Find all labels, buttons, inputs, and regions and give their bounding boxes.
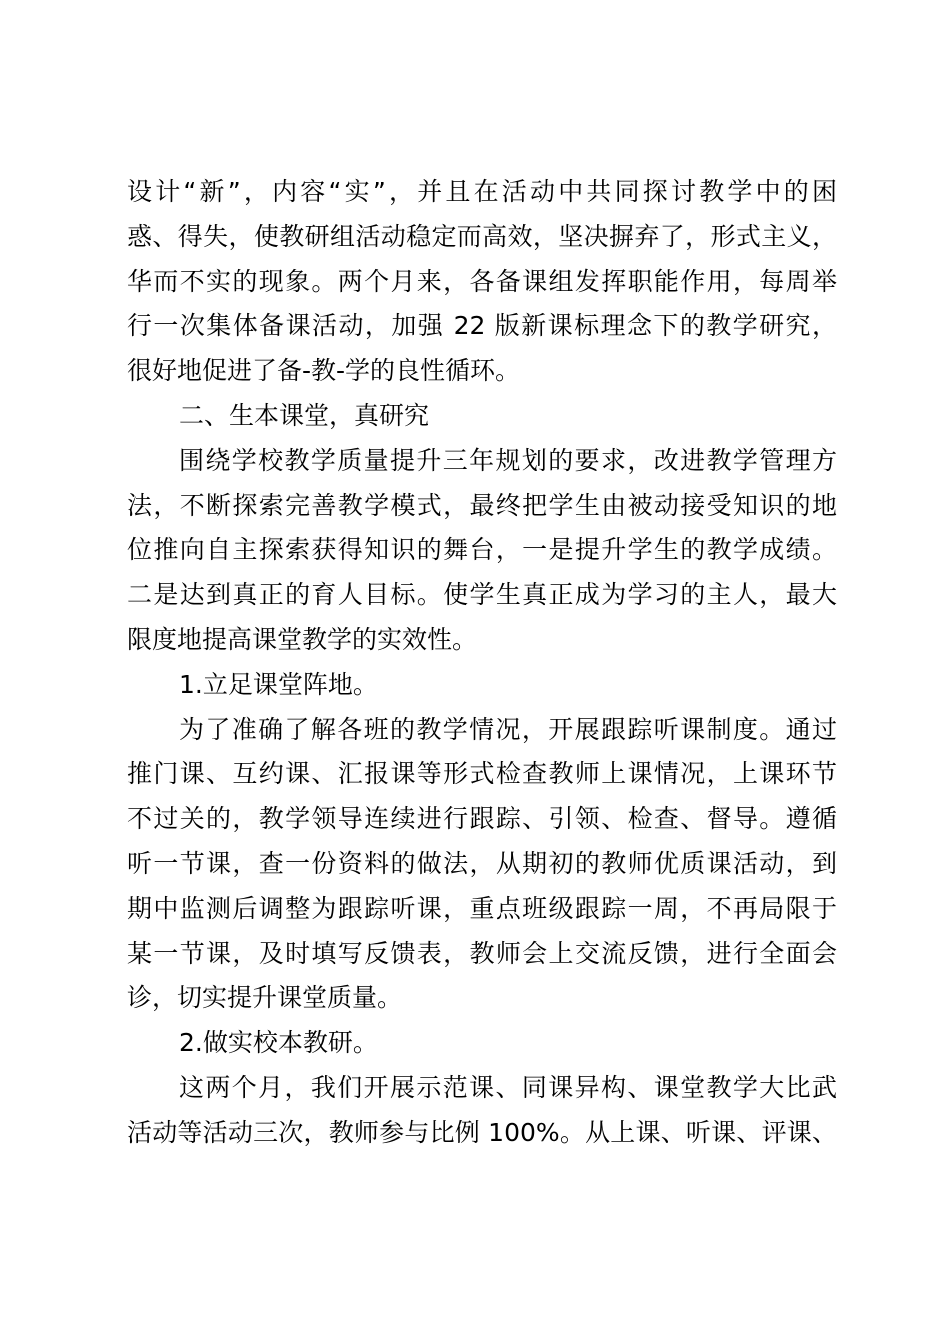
text-line: 惑、得失，使教研组活动稳定而高效，坚决摒弃了，形式主义， — [127, 221, 837, 251]
text-line: 很好地促进了备-教-学的良性循环。 — [127, 356, 521, 386]
subsection-heading: 2.做实校本教研。 — [179, 1028, 378, 1058]
text-line: 听一节课，查一份资料的做法，从期初的教师优质课活动，到 — [127, 848, 837, 878]
text-line: 二是达到真正的育人目标。使学生真正成为学习的主人，最大 — [127, 580, 837, 610]
text-line: 位推向自主探索获得知识的舞台，一是提升学生的教学成绩。 — [127, 535, 837, 565]
text-line: 限度地提高课堂教学的实效性。 — [127, 624, 478, 654]
section-heading: 二、生本课堂，真研究 — [179, 400, 430, 430]
text-line: 活动等活动三次，教师参与比例 100%。从上课、听课、评课、 — [127, 1117, 837, 1147]
text-line: 这两个月，我们开展示范课、同课异构、课堂教学大比武 — [179, 1072, 837, 1102]
text-line: 华而不实的现象。两个月来，各备课组发挥职能作用，每周举 — [127, 266, 837, 296]
text-line: 推门课、互约课、汇报课等形式检查教师上课情况，上课环节 — [127, 759, 837, 789]
text-line: 诊，切实提升课堂质量。 — [127, 983, 403, 1013]
subsection-heading: 1.立足课堂阵地。 — [179, 669, 378, 699]
text-line: 行一次集体备课活动，加强 22 版新课标理念下的教学研究， — [127, 311, 837, 341]
text-line: 围绕学校教学质量提升三年规划的要求，改进教学管理方 — [179, 445, 837, 475]
text-line: 期中监测后调整为跟踪听课，重点班级跟踪一周，不再局限于 — [127, 893, 837, 923]
text-line: 设计“新”，内容“实”，并且在活动中共同探讨教学中的困 — [127, 177, 837, 206]
text-line: 为了准确了解各班的教学情况，开展跟踪听课制度。通过 — [179, 714, 837, 744]
body-text — [127, 170, 837, 1156]
text-line: 法，不断探索完善教学模式，最终把学生由被动接受知识的地 — [127, 490, 837, 520]
text-line: 不过关的，教学领导连续进行跟踪、引领、检查、督导。遵循 — [127, 804, 837, 834]
text-line: 某一节课，及时填写反馈表，教师会上交流反馈，进行全面会 — [127, 938, 837, 968]
